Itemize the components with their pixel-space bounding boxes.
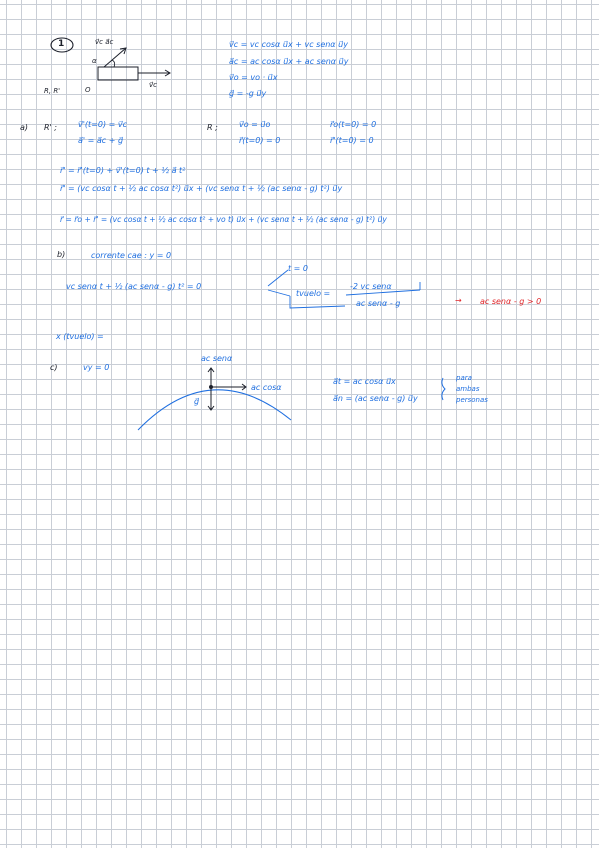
part-b-arrow: → (455, 296, 462, 305)
label-vc: v⃗c (149, 81, 157, 89)
given-ac: a⃗c = ac cosα u⃗x + ac senα u⃗y (229, 57, 349, 66)
part-a-vo: v⃗o = u⃗o (239, 120, 271, 129)
given-vo: v⃗o = vo · u⃗x (229, 73, 278, 82)
part-b-intro: corrente cae : y = 0 (91, 251, 172, 260)
part-a-label: a) (20, 123, 29, 132)
part-b-numerator: -2 vc senα (350, 282, 392, 291)
given-vc: v⃗c = vc cosα u⃗x + vc senα u⃗y (229, 40, 348, 49)
given-g: g⃗ = -g u⃗y (229, 89, 267, 98)
part-b-tvuelo: tvuelo = (296, 289, 331, 298)
part-b-x-tvuelo: x (tvuelo) = (56, 332, 104, 341)
part-b-condition: ac senα - g > 0 (480, 297, 542, 306)
part-c-label-acsen: ac senα (201, 354, 233, 363)
part-a-equation-2: r⃗' = (vc cosα t + ½ ac cosα t²) u⃗x + (vc senα t + ½ (ac senα - g) t²) u⃗y (60, 184, 343, 193)
part-a-frame-r: R ; (207, 123, 218, 132)
part-b-denominator: ac senα - g (356, 299, 401, 308)
label-frames: R, R' (44, 87, 61, 95)
part-c-vy-zero: vy = 0 (83, 363, 110, 372)
part-c-normal: a⃗n = (ac senα - g) u⃗y (333, 394, 418, 403)
label-vc-ac: v⃗c a⃗c (95, 38, 114, 46)
part-c-label: c) (50, 363, 58, 372)
part-b-equation: vc senα t + ½ (ac senα - g) t² = 0 (66, 282, 202, 291)
part-a-acceleration: a⃗' = a⃗c + g⃗ (78, 136, 124, 145)
part-a-ro0: r⃗o(t=0) = 0 (330, 120, 377, 129)
part-a-equation-3: r⃗ = r⃗o + r⃗' = (vc cosα t + ½ ac cosα t² + vo t) u⃗x + (vc senα t + ½ (ac senα - g) t²) u⃗y (60, 215, 387, 224)
part-a-frame-r-prime: R' ; (44, 123, 57, 132)
label-alpha: α (92, 57, 97, 65)
part-c-note-line2: ambas (456, 385, 480, 393)
part-a-equation-1: r⃗' = r⃗'(t=0) + v⃗'(t=0) t + ½ a⃗ t² (60, 166, 186, 175)
part-c-note-line1: para (456, 374, 472, 382)
part-a-r0: r⃗(t=0) = 0 (239, 136, 281, 145)
part-b-label: b) (57, 250, 66, 259)
problem-number: 1 (58, 39, 65, 49)
part-c-tangential: a⃗t = ac cosα u⃗x (333, 377, 396, 386)
part-c-note-line3: personas (456, 396, 488, 404)
part-c-label-g: g⃗ (194, 397, 200, 406)
part-a-initial-velocity: v⃗'(t=0) = v⃗c (78, 120, 128, 129)
part-c-label-accos: ac cosα (251, 383, 282, 392)
part-a-rprime0: r⃗'(t=0) = 0 (330, 136, 374, 145)
label-origin: O (85, 86, 91, 94)
part-b-root-zero: t = 0 (288, 264, 309, 273)
